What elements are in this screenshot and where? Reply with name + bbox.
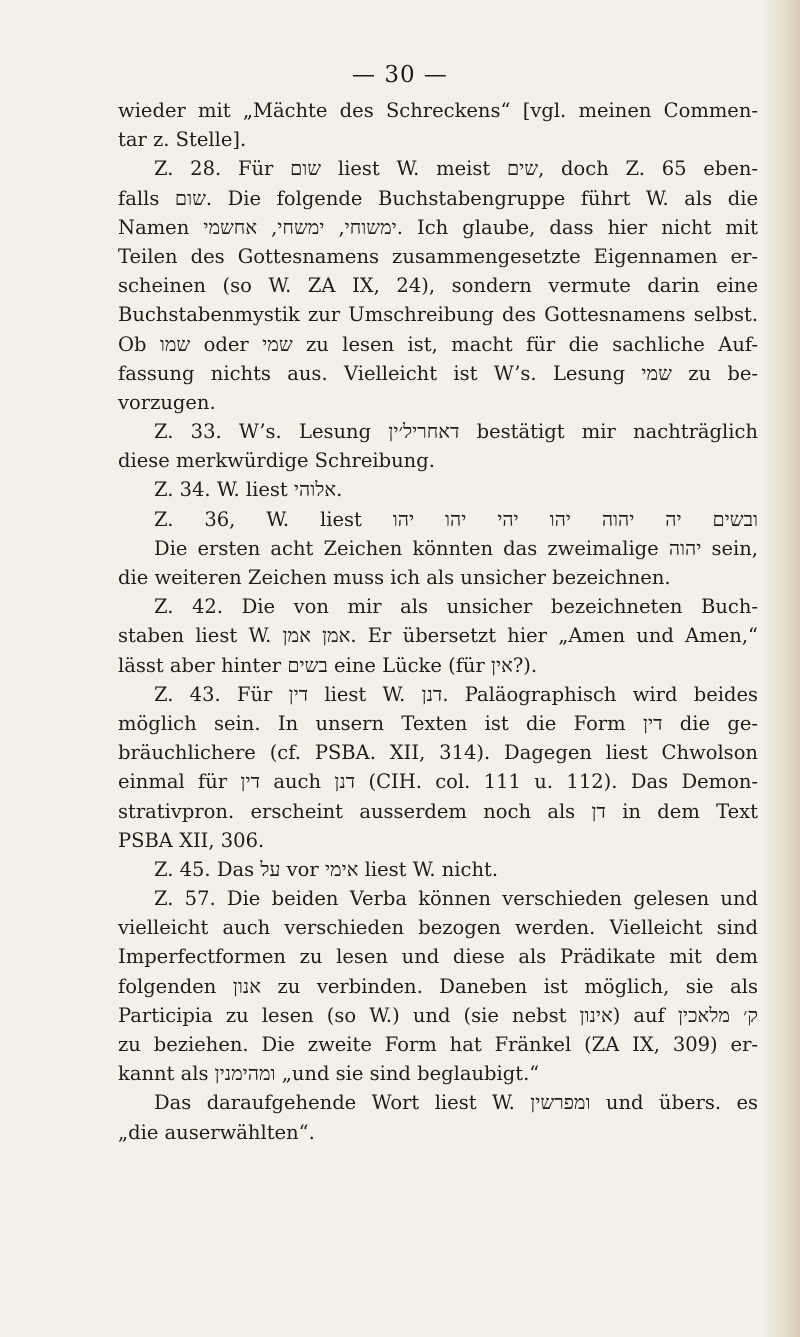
text-line: einmal für דין auch דנן (CIH. col. 111 u. 112). Das Demon- <box>118 770 758 794</box>
text-line: folgenden אנון zu verbinden. Daneben ist möglich, sie als <box>118 974 758 998</box>
text-line: vielleicht auch verschieden bezogen werden. Vielleicht sind <box>118 916 758 940</box>
text-line: Z. 28. Für שום liest W. meist שים, doch Z. 65 eben- <box>154 157 759 181</box>
text-line: Imperfectformen zu lesen und diese als Prädikate mit dem <box>118 945 758 969</box>
text-line: wieder mit „Mächte des Schreckens“ [vgl. meinen Commen- <box>118 99 758 122</box>
text-line: Buchstabenmystik zur Umschreibung des Gottesnamens selbst. <box>118 303 758 327</box>
text-line: Die ersten acht Zeichen könnten das zweimalige יהוה sein, <box>154 536 758 560</box>
text-line: scheinen (so W. ZA IX, 24), sondern vermute darin eine <box>118 274 758 298</box>
text-line: staben liest W. אמן אמן. Er übersetzt hier „Amen und Amen,“ <box>118 624 759 648</box>
text-line: die weiteren Zeichen muss ich als unsicher bezeichnen. <box>118 566 671 589</box>
text-line: zu beziehen. Die zweite Form hat Fränkel (ZA IX, 309) er- <box>118 1033 758 1056</box>
text-line: möglich sein. In unsern Texten ist die Form דין die ge- <box>118 711 758 735</box>
text-line: strativpron. erscheint ausserdem noch als דן in dem Text <box>118 799 758 823</box>
page-edge-shading <box>762 0 800 1337</box>
page-number: — 30 — <box>352 62 448 88</box>
text-line: fassung nichts aus. Vielleicht ist W’s. Lesung שמי zu be- <box>118 361 758 385</box>
body-text <box>118 96 758 1147</box>
text-line: lässt aber hinter בשים eine Lücke (für אין?). <box>118 653 538 677</box>
text-line: Z. 36, W. liest ובשים יה יהוה יהו יהי יהו יהו <box>154 507 758 531</box>
text-line: Namen ימשוחי, ימשחי, אחשמי. Ich glaube, dass hier nicht mit <box>118 215 758 239</box>
text-line: vorzugen. <box>118 390 216 414</box>
text-line: bräuchlichere (cf. PSBA. XII, 314). Dagegen liest Chwolson <box>118 741 758 765</box>
text-line: Z. 42. Die von mir als unsicher bezeichneten Buch- <box>154 595 758 619</box>
text-line: Teilen des Gottesnamens zusammengesetzte Eigennamen er- <box>118 244 758 268</box>
text-line: Ob שמו oder שמי zu lesen ist, macht für die sachliche Auf- <box>118 332 759 356</box>
text-line: diese merkwürdige Schreibung. <box>118 449 435 473</box>
text-line: Z. 45. Das על vor אימי liest W. nicht. <box>154 857 499 881</box>
text-line: Z. 33. W’s. Lesung דאחריל׳ין bestätigt mir nachträglich <box>154 420 758 444</box>
text-line: „die auserwählten“. <box>118 1120 315 1144</box>
text-line: kannt als ומהימנין „und sie sind beglaubigt.“ <box>118 1062 540 1086</box>
text-line: tar z. Stelle]. <box>118 128 247 152</box>
text-line: Z. 43. Für דין liest W. דנן. Paläographisch wird beides <box>154 682 758 706</box>
text-line: falls שום. Die folgende Buchstabengruppe führt W. als die <box>118 186 758 210</box>
text-line: Das daraufgehende Wort liest W. ומפרשין und übers. es <box>154 1091 758 1115</box>
text-line: Z. 57. Die beiden Verba können verschieden gelesen und <box>154 887 758 911</box>
text-line: PSBA XII, 306. <box>118 828 265 852</box>
text-line: Participia zu lesen (so W.) und (sie nebst אינון) auf ק׳ מלאכין <box>118 1003 758 1027</box>
text-line: Z. 34. W. liest אלוהי. <box>154 478 343 502</box>
